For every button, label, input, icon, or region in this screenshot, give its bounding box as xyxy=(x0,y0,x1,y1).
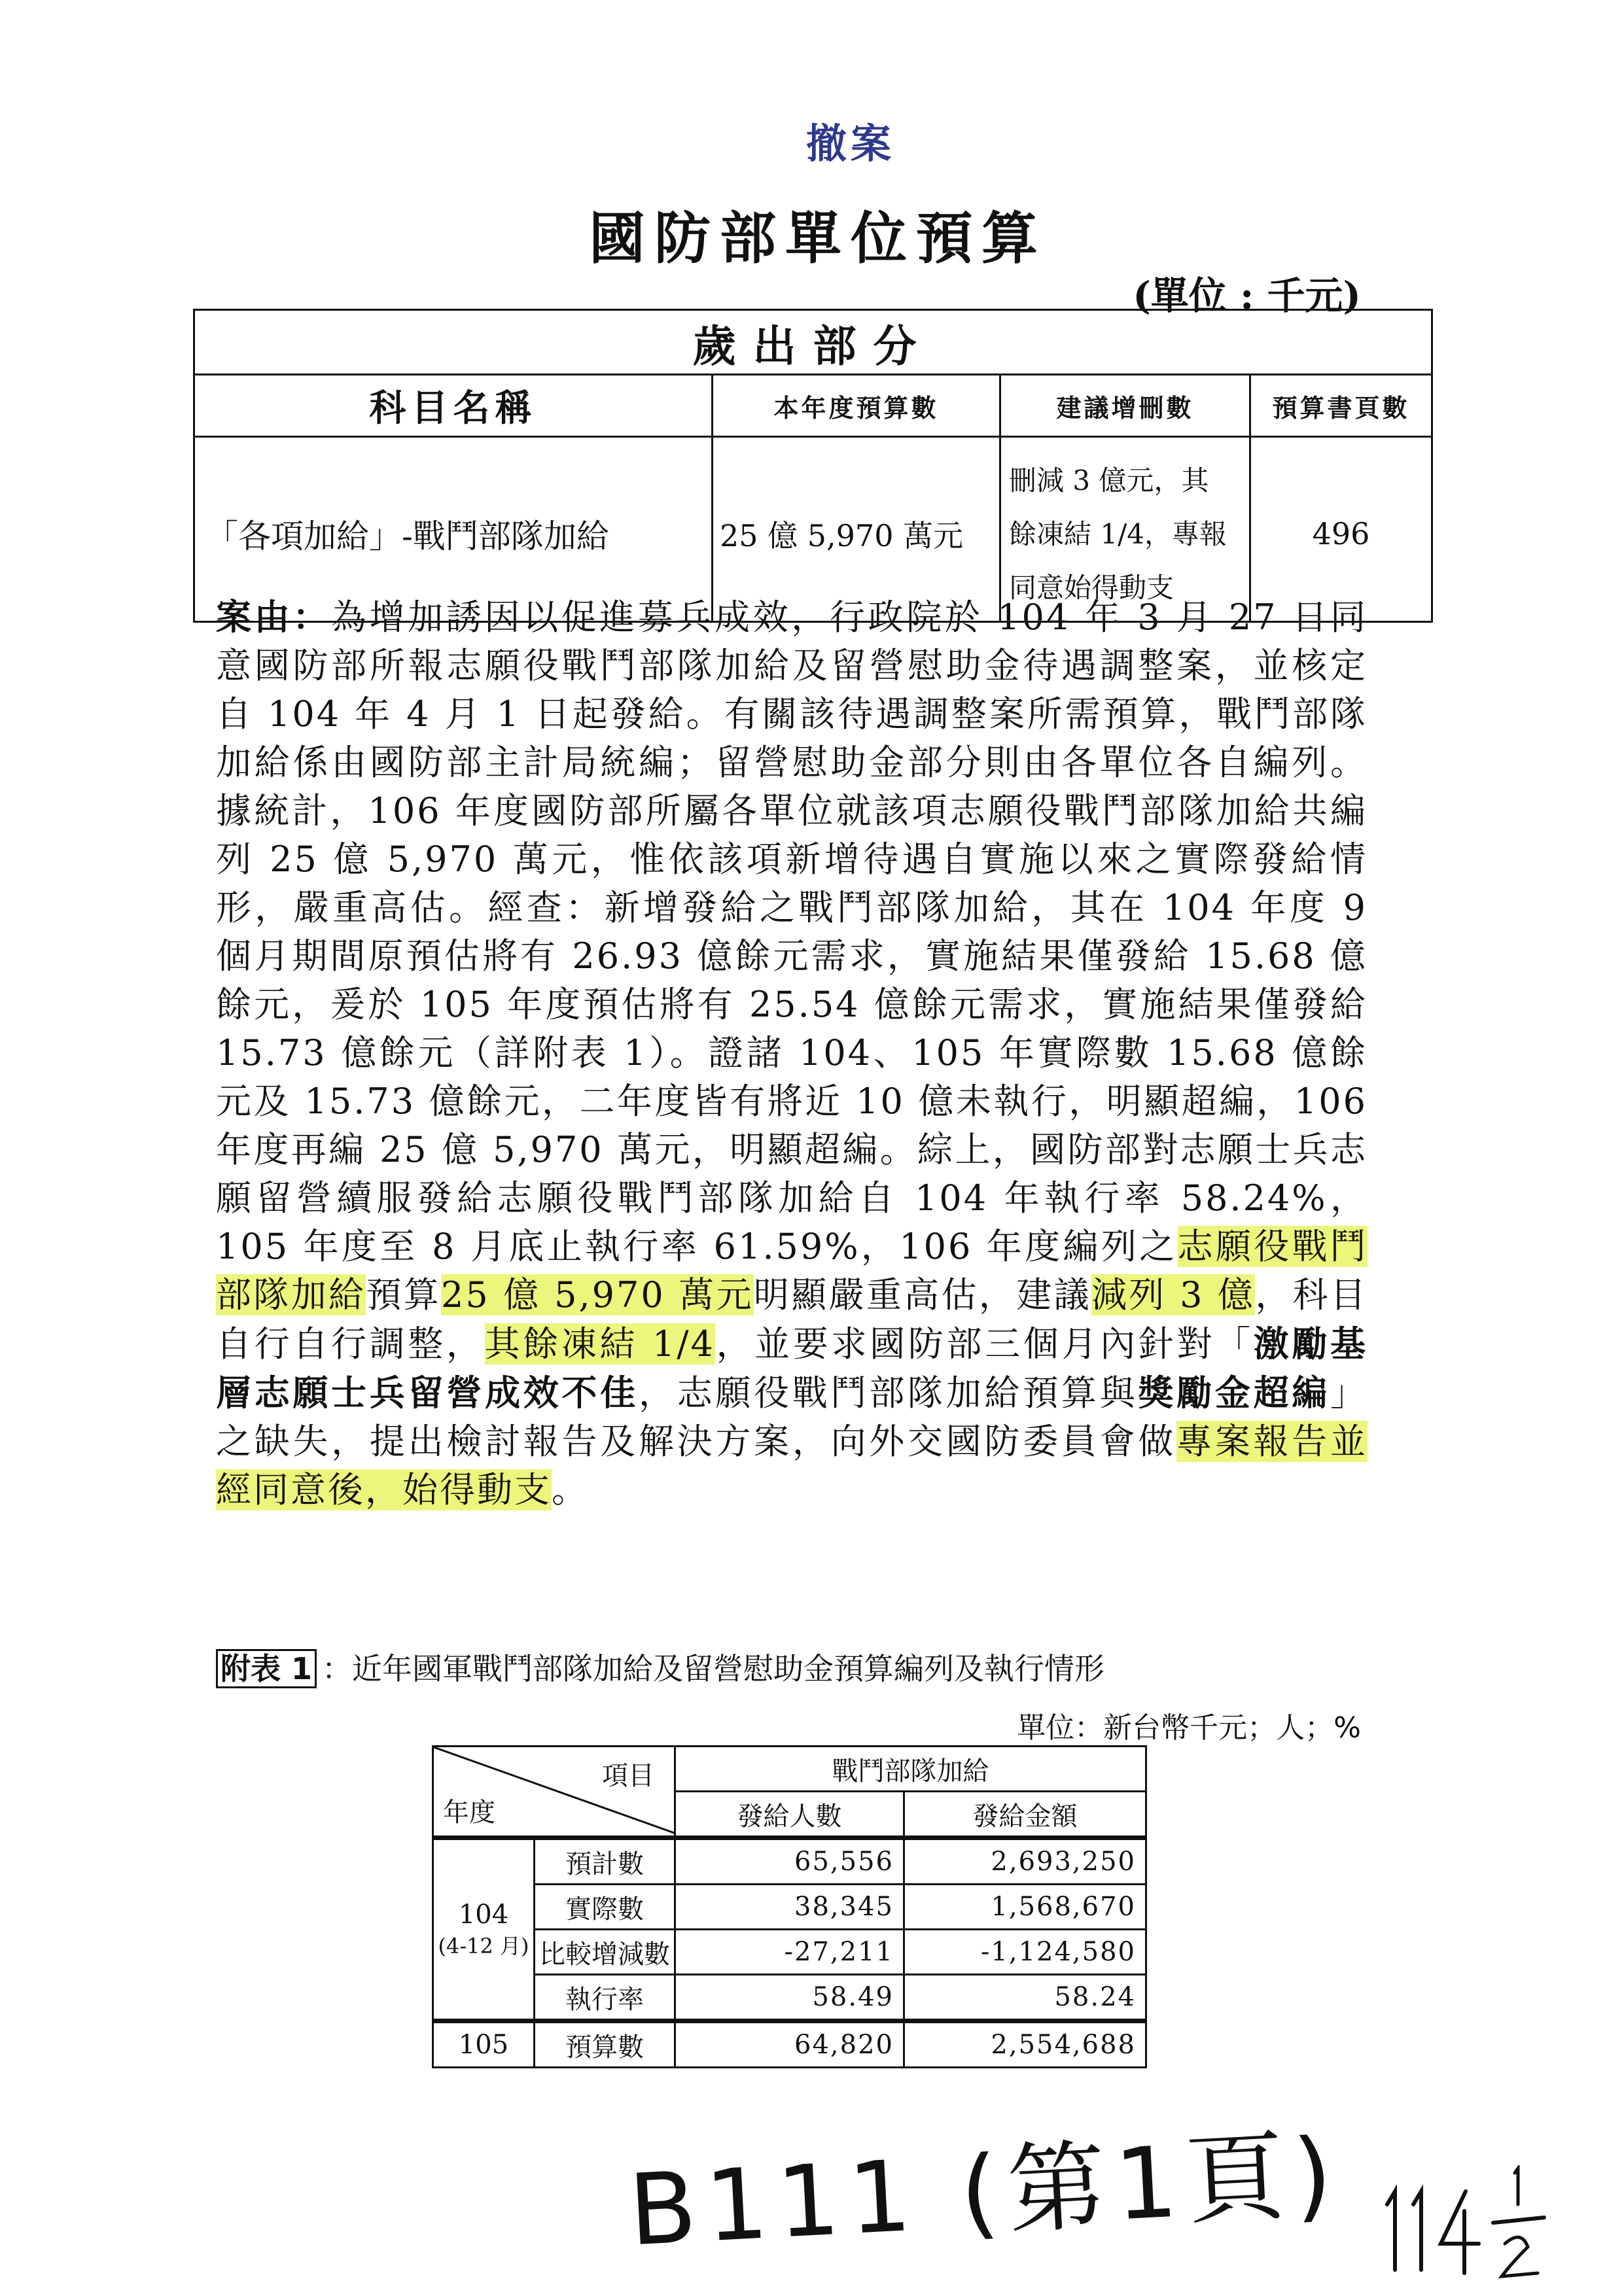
table-row xyxy=(433,1885,1146,1930)
bold-text: 激勵基層志願士兵留營成效不佳 xyxy=(216,1323,1368,1414)
appendix-caption xyxy=(216,1645,1104,1688)
amount-value: 2,554,688 xyxy=(904,2021,1146,2068)
page-cell: 496 xyxy=(1250,437,1432,622)
group-header: 戰鬥部隊加給 xyxy=(675,1747,1146,1792)
people-value: 58.49 xyxy=(675,1975,904,2021)
amount-value: 2,693,250 xyxy=(904,1838,1146,1885)
header-item: 項目 xyxy=(602,1761,654,1791)
people-value: 65,556 xyxy=(675,1838,904,1885)
year-104-cell xyxy=(433,1838,535,2021)
proposal-body: 。 xyxy=(552,1469,589,1510)
amount-value: 1,568,670 xyxy=(904,1885,1146,1930)
year-label: 104 xyxy=(458,1899,509,1930)
year-note: (4-12 月) xyxy=(438,1933,529,1958)
suggestion-line: 同意始得動支 xyxy=(1009,572,1174,604)
people-value: 38,345 xyxy=(675,1885,904,1930)
suggestion-line: 刪減 3 億元，其 xyxy=(1009,464,1209,496)
proposal-body: 為增加誘因以促進募兵成效，行政院於 104 年 3 月 27 日同意國防部所報志願役戰鬥部隊加給及留營慰助金待遇調整案，並核定自 104 年 4 月 1 日起發給。有關該待遇調整案所需預算，戰鬥部隊加給係由國防部主計局統編；留營慰助金部分則由各單位各自編列。據統計，106 年度國防部所屬各單位就該項志願役戰鬥部隊加給共編列 25 億 5,970 萬元，惟依該項新增待遇自實施以來之實際發給情形，嚴重高估。經查：新增發給之戰鬥部隊加給，其在 104 年度 9 個月期間原預估將有 26.93 億餘元需求，實施結果僅發給 15.68 億餘元，爰於 105 年度預估將有 25.54 億餘元需求，實施結果僅發給 15.73 億餘元（詳附表 1）。證諸 104、105 年實際數 15.68 億餘元及 15.73 億餘元，二年度皆有將近 10 億未執行，明顯超編，106 年度再編 25 億 5,970 萬元，明顯超編。綜上，國防部對志願士兵志願留營續服發給志願役戰鬥部隊加給自 104 年執行率 58.24%，105 年度至 8 月底止執行率 61.59%，106 年度編列之 xyxy=(216,597,1368,1267)
appendix-table xyxy=(432,1745,1147,2068)
people-value: -27,211 xyxy=(675,1930,904,1975)
header-current-budget: 本年度預算數 xyxy=(713,375,1000,437)
appendix-caption-text: ：近年國軍戰鬥部隊加給及留營慰助金預算編列及執行情形 xyxy=(322,1651,1105,1686)
handwritten-code: B111 (第1頁) xyxy=(626,2117,1344,2269)
item-name-cell: 「各項加給」-戰鬥部隊加給 xyxy=(194,437,713,622)
highlight-text: 25 億 5,970 萬元 xyxy=(441,1274,754,1315)
row-label: 實際數 xyxy=(535,1885,675,1930)
highlight-text: 專案報告並經同意後，始得動支 xyxy=(216,1421,1368,1510)
unit-label: (單位 : 千元) xyxy=(1133,273,1361,318)
header-page-number: 預算書頁數 xyxy=(1250,375,1432,437)
row-label: 預算數 xyxy=(535,2021,675,2068)
highlight-text: 減列 3 億 xyxy=(1091,1274,1256,1315)
proposal-body: 預算 xyxy=(366,1274,442,1315)
handwritten-page-mark xyxy=(1381,2165,1551,2283)
year-105-cell: 105 xyxy=(433,2021,535,2068)
amount-value: -1,124,580 xyxy=(904,1930,1146,1975)
table-row xyxy=(433,2021,1146,2068)
proposal-body: 明顯嚴重高估，建議 xyxy=(753,1274,1091,1315)
bold-text: 獎勵金超編 xyxy=(1138,1372,1331,1414)
budget-table xyxy=(193,309,1433,623)
highlight-text: 其餘凍結 1/4 xyxy=(484,1323,715,1365)
diagonal-header-cell xyxy=(433,1747,675,1838)
proposal-text xyxy=(216,593,1368,1514)
proposal-lead: 案由： xyxy=(216,596,331,638)
page-title: 國防部單位預算 xyxy=(589,205,1047,271)
appendix-unit: 單位：新台幣千元；人；% xyxy=(1017,1711,1361,1745)
highlight-text: 志願役戰鬥部隊加給 xyxy=(216,1226,1368,1315)
header-year: 年度 xyxy=(443,1798,495,1828)
people-value: 64,820 xyxy=(675,2021,904,2068)
proposal-body: 」之缺失，提出檢討報告及解決方案，向外交國防委員會做 xyxy=(216,1372,1368,1462)
col-people: 發給人數 xyxy=(675,1792,904,1838)
amount-value: 58.24 xyxy=(904,1975,1146,2021)
col-amount: 發給金額 xyxy=(904,1792,1146,1838)
withdrawn-stamp: 撤案 xyxy=(805,120,895,167)
row-label: 預計數 xyxy=(535,1838,675,1885)
appendix-tag: 附表 1 xyxy=(216,1649,317,1688)
header-suggested-change: 建議增刪數 xyxy=(1000,375,1250,437)
proposal-body: ，志願役戰鬥部隊加給預算與 xyxy=(638,1372,1139,1414)
row-label: 比較增減數 xyxy=(535,1930,675,1975)
header-item-name: 科目名稱 xyxy=(194,375,713,437)
proposal-body: ，科目自行自行調整， xyxy=(216,1274,1368,1365)
suggestion-line: 餘凍結 1/4，專報 xyxy=(1009,518,1227,550)
table-row xyxy=(433,1975,1146,2021)
table-row xyxy=(433,1838,1146,1885)
section-header: 歲出部分 xyxy=(194,310,1432,375)
row-label: 執行率 xyxy=(535,1975,675,2021)
proposal-body: ，並要求國防部三個月內針對「 xyxy=(715,1323,1254,1365)
amount-cell: 25 億 5,970 萬元 xyxy=(713,437,1000,622)
table-row xyxy=(433,1930,1146,1975)
